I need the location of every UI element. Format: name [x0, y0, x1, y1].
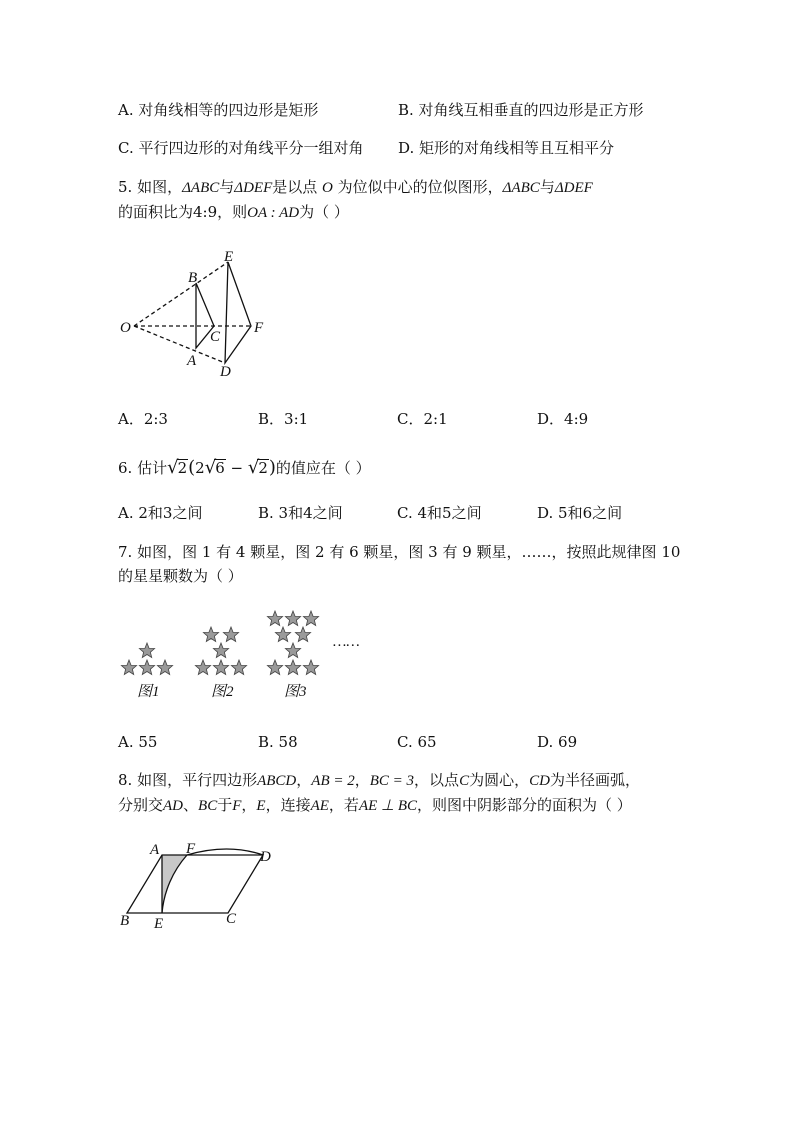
label-c: C [226, 911, 237, 927]
star-icon [195, 660, 210, 675]
q6-radicand: 2 [258, 459, 268, 477]
q8-text: 分别交 [118, 796, 164, 814]
shaded-region [162, 855, 187, 913]
star-icon [231, 660, 246, 675]
q6-radicand: 2 [177, 459, 188, 477]
q8-text: ， [354, 771, 370, 789]
q8-ae: AE [310, 798, 329, 814]
triangle-def [225, 262, 251, 363]
q5-text: 为（ ） [299, 203, 349, 221]
parallelogram-abcd [127, 855, 263, 913]
q5-ratio: 4:9 [193, 203, 218, 221]
q6-option-a: A. 2和3之间 [118, 504, 203, 522]
label-a: A [150, 842, 160, 858]
q5-option-b: B．3:1 [258, 410, 309, 428]
q8-text: ，连接 [265, 796, 311, 814]
q5-text: 是以点 [272, 178, 318, 196]
q4-option-a: A. 对角线相等的四边形是矩形 [118, 101, 319, 119]
q8-ad: AD [163, 798, 184, 814]
label-f: F [186, 841, 196, 857]
star-icon [295, 627, 310, 642]
q7-option-d: D. 69 [537, 733, 578, 751]
q7-ellipsis: …… [333, 634, 360, 650]
label-f: F [254, 320, 264, 336]
q5-text: 为位似中心的位似图形， [337, 178, 503, 196]
q7-figure [110, 605, 370, 705]
q6-option-d: D. 5和6之间 [537, 504, 623, 522]
paren-close: ) [268, 457, 276, 478]
q8-text: 为半径画弧， [549, 771, 640, 789]
star-icon [213, 643, 228, 658]
label-c: C [210, 329, 221, 345]
star-icon [213, 660, 228, 675]
q5-oa-ad: OA : AD [247, 205, 300, 221]
q8-text: 8. 如图，平行四边形 [118, 771, 258, 789]
q5-option-c: C．2:1 [397, 410, 448, 428]
q5-triangle-def: ΔDEF [234, 180, 273, 196]
sqrt-icon: √ [247, 457, 260, 478]
q8-c: C [459, 773, 470, 789]
q8-abcd: ABCD [257, 773, 297, 789]
q8-cd: CD [529, 773, 550, 789]
paren-open: ( [188, 457, 196, 478]
label-e: E [154, 916, 164, 932]
q8-text: ，若 [328, 796, 359, 814]
star-icon [285, 611, 300, 626]
q6-option-c: C. 4和5之间 [397, 504, 482, 522]
q6-minus: − [225, 459, 248, 477]
sqrt-icon: √ [204, 457, 217, 478]
star-icon [203, 627, 218, 642]
q7-option-a: A. 55 [118, 733, 158, 751]
star-icon [267, 611, 282, 626]
q5-point-o: O [322, 180, 333, 196]
star-icon [267, 660, 282, 675]
star-icon [139, 643, 154, 658]
q5-option-a: A．2:3 [118, 410, 168, 428]
q5-stem-line1 [118, 177, 593, 198]
q5-triangle-abc: ΔABC [502, 180, 540, 196]
q8-f: F [232, 798, 242, 814]
q8-bc: BC = 3 [369, 773, 415, 789]
label-d: D [220, 364, 231, 380]
q8-ae-perp-bc: AE ⊥ BC [358, 798, 417, 814]
star-icon [303, 660, 318, 675]
q7-option-b: B. 58 [258, 733, 298, 751]
q5-text: 如图， [137, 178, 183, 196]
q4-option-b: B. 对角线互相垂直的四边形是正方形 [398, 101, 644, 119]
q8-figure [112, 840, 282, 935]
star-icon [157, 660, 172, 675]
q6-coef: 2 [195, 459, 205, 477]
q5-triangle-def: ΔDEF [554, 180, 593, 196]
q5-number: 5. [118, 178, 133, 196]
q8-stem-line1 [118, 770, 640, 791]
q5-text: 与 [219, 178, 235, 196]
label-a: A [187, 353, 197, 369]
label-b: B [120, 913, 130, 929]
dashed-line-oe [134, 262, 228, 326]
q8-stem-line2 [118, 795, 632, 816]
q6-radicand: 6 [215, 459, 225, 477]
q6-prefix: 6. 估计 [118, 459, 168, 477]
sqrt-icon: √ [167, 457, 179, 478]
caption-figure-1: 图1 [137, 684, 160, 700]
caption-figure-3: 图3 [284, 684, 307, 700]
q8-text: ， [241, 796, 257, 814]
q5-triangle-abc: ΔABC [182, 180, 220, 196]
q5-text: ，则 [217, 203, 248, 221]
q8-text: 于 [217, 796, 233, 814]
q7-stem-line2: 的星星颗数为（ ） [118, 567, 243, 585]
q6-option-b: B. 3和4之间 [258, 504, 343, 522]
star-icon [223, 627, 238, 642]
caption-figure-2: 图2 [211, 684, 234, 700]
q8-text: ，则图中阴影部分的面积为（ ） [417, 796, 632, 814]
star-figure-2 [195, 627, 246, 675]
q5-text: 与 [539, 178, 555, 196]
q8-text: ，以点 [414, 771, 460, 789]
q5-text: 的面积比为 [118, 203, 194, 221]
q4-option-c: C. 平行四边形的对角线平分一组对角 [118, 139, 364, 157]
q8-text: ， [296, 771, 312, 789]
q8-text: 为圆心， [469, 771, 530, 789]
q8-ab: AB = 2 [311, 773, 355, 789]
label-o: O [120, 320, 131, 336]
star-icon [275, 627, 290, 642]
star-figure-1 [121, 643, 172, 675]
arc-fd [187, 849, 263, 855]
q5-figure [110, 245, 280, 385]
star-icon [121, 660, 136, 675]
q5-option-d: D．4:9 [537, 410, 589, 428]
star-icon [285, 660, 300, 675]
star-icon [303, 611, 318, 626]
label-e: E [224, 249, 234, 265]
q8-text: 、 [183, 796, 199, 814]
star-icon [285, 643, 300, 658]
q8-bc: BC [198, 798, 218, 814]
q6-stem [118, 458, 371, 478]
label-b: B [188, 270, 198, 286]
q8-e: E [256, 798, 266, 814]
star-icon [139, 660, 154, 675]
star-figure-3 [267, 611, 318, 675]
q5-stem-line2 [118, 202, 349, 223]
q7-option-c: C. 65 [397, 733, 437, 751]
q7-stem-line1: 7. 如图，图 1 有 4 颗星，图 2 有 6 颗星，图 3 有 9 颗星，……，按照此规律图 10 [118, 543, 681, 561]
label-d: D [260, 849, 271, 865]
q4-option-d: D. 矩形的对角线相等且互相平分 [398, 139, 615, 157]
q6-postfix: 的值应在（ ） [275, 459, 371, 477]
